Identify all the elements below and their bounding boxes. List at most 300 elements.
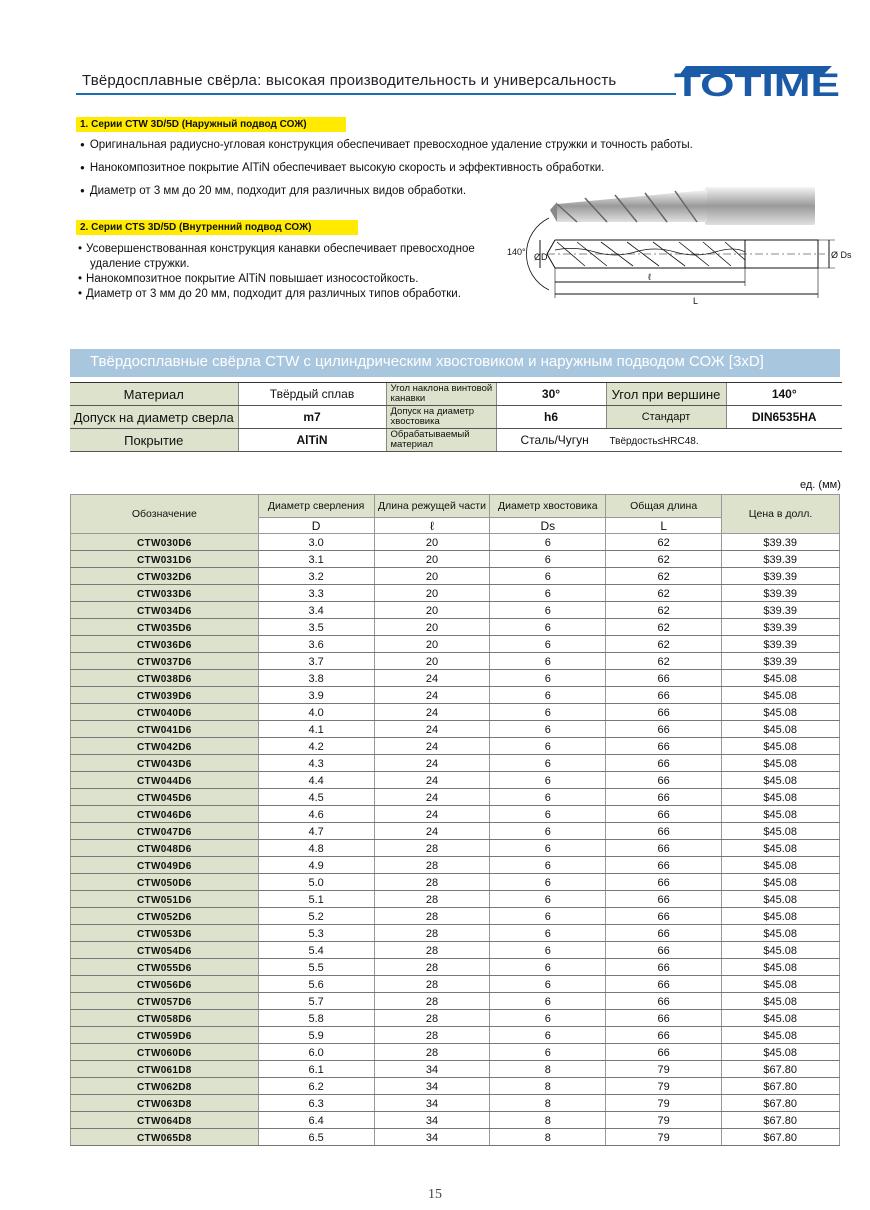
table-row: [71, 1129, 840, 1146]
cell-shank-diameter: 6: [490, 959, 606, 976]
cell-cutting-length: 28: [374, 908, 490, 925]
cell-total-length: 66: [606, 925, 722, 942]
cell-diameter: 5.3: [258, 925, 374, 942]
cell-total-length: 62: [606, 551, 722, 568]
cell-diameter: 5.8: [258, 1010, 374, 1027]
cell-price: $45.08: [722, 993, 840, 1010]
cell-code: CTW062D8: [71, 1078, 259, 1095]
col-symbol-L: L: [606, 518, 722, 534]
cell-shank-diameter: 6: [490, 942, 606, 959]
spec-row: [70, 383, 842, 406]
cell-shank-diameter: 6: [490, 687, 606, 704]
cell-total-length: 66: [606, 959, 722, 976]
cell-diameter: 5.4: [258, 942, 374, 959]
cell-price: $39.39: [722, 551, 840, 568]
cell-total-length: 66: [606, 806, 722, 823]
table-row: [71, 1010, 840, 1027]
table-row: [71, 908, 840, 925]
cell-total-length: 66: [606, 823, 722, 840]
cell-shank-diameter: 8: [490, 1095, 606, 1112]
cell-shank-diameter: 6: [490, 534, 606, 551]
cell-diameter: 3.5: [258, 619, 374, 636]
cell-price: $67.80: [722, 1129, 840, 1146]
table-row: [71, 772, 840, 789]
cell-total-length: 66: [606, 1027, 722, 1044]
cell-price: $39.39: [722, 619, 840, 636]
cell-shank-diameter: 6: [490, 823, 606, 840]
cell-code: CTW034D6: [71, 602, 259, 619]
l-small-label: ℓ: [648, 272, 651, 282]
cell-price: $45.08: [722, 755, 840, 772]
spec-row: [70, 429, 842, 452]
standard-value: DIN6535HA: [726, 406, 842, 429]
cell-diameter: 4.6: [258, 806, 374, 823]
cell-shank-diameter: 6: [490, 976, 606, 993]
cell-diameter: 3.2: [258, 568, 374, 585]
cell-price: $45.08: [722, 1044, 840, 1061]
cell-cutting-length: 20: [374, 619, 490, 636]
section2-bullet: • Диаметр от 3 мм до 20 мм, подходит для различных типов обработки.: [78, 287, 498, 302]
cell-cutting-length: 24: [374, 670, 490, 687]
table-row: [71, 1044, 840, 1061]
cell-price: $39.39: [722, 534, 840, 551]
cell-total-length: 62: [606, 585, 722, 602]
cell-cutting-length: 24: [374, 772, 490, 789]
table-row: [71, 687, 840, 704]
cell-price: $39.39: [722, 585, 840, 602]
table-row: [71, 993, 840, 1010]
cell-total-length: 66: [606, 755, 722, 772]
ds-label: Ø Ds: [831, 250, 852, 260]
cell-code: CTW030D6: [71, 534, 259, 551]
cell-price: $45.08: [722, 925, 840, 942]
drill-photo: [550, 187, 815, 225]
section2-bullet: • Нанокомпозитное покрытие AlTiN повышает износостойкость.: [78, 272, 498, 287]
cell-price: $45.08: [722, 806, 840, 823]
cell-total-length: 66: [606, 942, 722, 959]
cell-code: CTW037D6: [71, 653, 259, 670]
cell-diameter: 5.7: [258, 993, 374, 1010]
cell-cutting-length: 28: [374, 976, 490, 993]
d-label: ØD: [534, 252, 548, 262]
cell-diameter: 3.3: [258, 585, 374, 602]
shank-tolerance-label: Допуск на диаметр хвостовика: [386, 406, 496, 429]
cell-cutting-length: 20: [374, 551, 490, 568]
table-row: [71, 789, 840, 806]
table-row: [71, 1095, 840, 1112]
helix-value: 30°: [496, 383, 606, 406]
cell-shank-diameter: 6: [490, 568, 606, 585]
cell-cutting-length: 28: [374, 891, 490, 908]
cell-code: CTW055D6: [71, 959, 259, 976]
standard-label: Стандарт: [606, 406, 726, 429]
cell-code: CTW042D6: [71, 738, 259, 755]
cell-diameter: 6.5: [258, 1129, 374, 1146]
cell-code: CTW052D6: [71, 908, 259, 925]
cell-code: CTW031D6: [71, 551, 259, 568]
cell-code: CTW063D8: [71, 1095, 259, 1112]
cell-shank-diameter: 6: [490, 1010, 606, 1027]
cell-price: $45.08: [722, 959, 840, 976]
cell-cutting-length: 20: [374, 602, 490, 619]
cell-total-length: 66: [606, 772, 722, 789]
table-body: [71, 534, 840, 1146]
coating-label: Покрытие: [70, 429, 238, 452]
header-rule: [76, 93, 676, 95]
table-row: [71, 602, 840, 619]
page-header-title: Твёрдосплавные свёрла: высокая производительность и универсальность: [82, 72, 617, 89]
cell-diameter: 3.6: [258, 636, 374, 653]
cell-diameter: 5.0: [258, 874, 374, 891]
material-value: Твёрдый сплав: [238, 383, 386, 406]
spec-row: [70, 406, 842, 429]
table-row: [71, 636, 840, 653]
cell-shank-diameter: 6: [490, 993, 606, 1010]
cell-cutting-length: 20: [374, 653, 490, 670]
table-row: [71, 670, 840, 687]
cell-cutting-length: 28: [374, 874, 490, 891]
page-number: 15: [428, 1187, 442, 1202]
cell-diameter: 4.5: [258, 789, 374, 806]
cell-cutting-length: 28: [374, 959, 490, 976]
section2-bullet: • Усовершенствованная конструкция канавки обеспечивает превосходное удаление стружки.: [78, 242, 498, 272]
cell-code: CTW043D6: [71, 755, 259, 772]
cell-shank-diameter: 6: [490, 772, 606, 789]
cell-cutting-length: 34: [374, 1129, 490, 1146]
cell-cutting-length: 24: [374, 755, 490, 772]
cell-cutting-length: 34: [374, 1061, 490, 1078]
table-row: [71, 959, 840, 976]
table-row: [71, 1078, 840, 1095]
cell-price: $45.08: [722, 721, 840, 738]
col-header-total-length: Общая длина: [606, 495, 722, 518]
cell-shank-diameter: 6: [490, 1027, 606, 1044]
section-banner-title: Твёрдосплавные свёрла CTW с цилиндрическим хвостовиком и наружным подводом СОЖ [3xD]: [90, 353, 764, 370]
cell-code: CTW057D6: [71, 993, 259, 1010]
cell-price: $45.08: [722, 908, 840, 925]
cell-cutting-length: 28: [374, 1010, 490, 1027]
table-row: [71, 534, 840, 551]
col-header-code: Обозначение: [71, 495, 259, 534]
cell-diameter: 3.1: [258, 551, 374, 568]
cell-code: CTW046D6: [71, 806, 259, 823]
cell-shank-diameter: 8: [490, 1112, 606, 1129]
cell-code: CTW059D6: [71, 1027, 259, 1044]
cell-diameter: 4.0: [258, 704, 374, 721]
cell-shank-diameter: 8: [490, 1061, 606, 1078]
drill-technical: [526, 218, 835, 298]
cell-diameter: 4.7: [258, 823, 374, 840]
cell-diameter: 3.9: [258, 687, 374, 704]
table-row: [71, 840, 840, 857]
tip-label: Угол при вершине: [606, 383, 726, 406]
cell-code: CTW058D6: [71, 1010, 259, 1027]
cell-shank-diameter: 6: [490, 891, 606, 908]
cell-diameter: 3.8: [258, 670, 374, 687]
cell-total-length: 62: [606, 534, 722, 551]
tolerance-label: Допуск на диаметр сверла: [70, 406, 238, 429]
cell-shank-diameter: 6: [490, 738, 606, 755]
cell-code: CTW040D6: [71, 704, 259, 721]
drill-drawing: [495, 182, 865, 312]
cell-shank-diameter: 6: [490, 789, 606, 806]
cell-code: CTW050D6: [71, 874, 259, 891]
cell-price: $67.80: [722, 1078, 840, 1095]
tolerance-value: m7: [238, 406, 386, 429]
cell-total-length: 66: [606, 704, 722, 721]
workpiece-material-label: Обрабатываемый материал: [386, 429, 496, 452]
cell-shank-diameter: 6: [490, 874, 606, 891]
cell-cutting-length: 28: [374, 840, 490, 857]
cell-shank-diameter: 6: [490, 755, 606, 772]
cell-code: CTW039D6: [71, 687, 259, 704]
cell-total-length: 66: [606, 857, 722, 874]
cell-price: $45.08: [722, 891, 840, 908]
cell-diameter: 3.7: [258, 653, 374, 670]
cell-price: $45.08: [722, 772, 840, 789]
cell-diameter: 6.4: [258, 1112, 374, 1129]
table-row: [71, 806, 840, 823]
cell-code: CTW038D6: [71, 670, 259, 687]
cell-total-length: 66: [606, 738, 722, 755]
cell-price: $45.08: [722, 976, 840, 993]
section1-bullet: ● Нанокомпозитное покрытие AlTiN обеспечивает высокую скорость и эффективность обработки.: [80, 157, 693, 180]
cell-total-length: 66: [606, 670, 722, 687]
cell-total-length: 66: [606, 976, 722, 993]
cell-cutting-length: 28: [374, 925, 490, 942]
cell-code: CTW056D6: [71, 976, 259, 993]
table-row: [71, 721, 840, 738]
workpiece-material-value: Сталь/Чугун: [520, 433, 589, 447]
cell-cutting-length: 34: [374, 1112, 490, 1129]
cell-price: $39.39: [722, 636, 840, 653]
table-row: [71, 568, 840, 585]
cell-price: $45.08: [722, 670, 840, 687]
cell-diameter: 4.9: [258, 857, 374, 874]
cell-price: $39.39: [722, 653, 840, 670]
cell-shank-diameter: 6: [490, 602, 606, 619]
cell-price: $67.80: [722, 1061, 840, 1078]
col-symbol-ds: Ds: [490, 518, 606, 534]
cell-code: CTW047D6: [71, 823, 259, 840]
cell-price: $39.39: [722, 568, 840, 585]
cell-total-length: 62: [606, 653, 722, 670]
cell-price: $45.08: [722, 1027, 840, 1044]
cell-diameter: 5.6: [258, 976, 374, 993]
cell-price: $45.08: [722, 942, 840, 959]
cell-shank-diameter: 6: [490, 585, 606, 602]
cell-cutting-length: 24: [374, 687, 490, 704]
coating-value: AlTiN: [238, 429, 386, 452]
cell-code: CTW035D6: [71, 619, 259, 636]
cell-price: $67.80: [722, 1112, 840, 1129]
cell-diameter: 5.5: [258, 959, 374, 976]
cell-cutting-length: 28: [374, 1027, 490, 1044]
cell-total-length: 79: [606, 1095, 722, 1112]
col-header-cutting-length: Длина режущей части: [374, 495, 490, 518]
cell-diameter: 4.2: [258, 738, 374, 755]
svg-text:TOTIME: TOTIME: [674, 67, 840, 100]
cell-price: $45.08: [722, 738, 840, 755]
spec-table: [70, 382, 842, 452]
cell-code: CTW064D8: [71, 1112, 259, 1129]
table-row: [71, 551, 840, 568]
cell-diameter: 3.0: [258, 534, 374, 551]
cell-code: CTW061D8: [71, 1061, 259, 1078]
cell-diameter: 6.0: [258, 1044, 374, 1061]
cell-total-length: 79: [606, 1112, 722, 1129]
section2-title: 2. Серии CTS 3D/5D (Внутренний подвод СОЖ): [76, 220, 358, 235]
totime-logo: [672, 60, 842, 100]
table-row: [71, 891, 840, 908]
cell-total-length: 66: [606, 993, 722, 1010]
cell-code: CTW065D8: [71, 1129, 259, 1146]
cell-code: CTW048D6: [71, 840, 259, 857]
cell-shank-diameter: 6: [490, 721, 606, 738]
cell-total-length: 62: [606, 602, 722, 619]
cell-cutting-length: 28: [374, 1044, 490, 1061]
cell-diameter: 4.1: [258, 721, 374, 738]
cell-shank-diameter: 6: [490, 653, 606, 670]
cell-total-length: 66: [606, 874, 722, 891]
cell-price: $45.08: [722, 1010, 840, 1027]
angle-label: 140°: [507, 247, 526, 257]
cell-total-length: 66: [606, 1010, 722, 1027]
cell-cutting-length: 24: [374, 806, 490, 823]
section1-bullet: ● Диаметр от 3 мм до 20 мм, подходит для различных видов обработки.: [80, 180, 693, 203]
cell-cutting-length: 28: [374, 942, 490, 959]
cell-shank-diameter: 6: [490, 551, 606, 568]
cell-diameter: 4.8: [258, 840, 374, 857]
cell-code: CTW060D6: [71, 1044, 259, 1061]
cell-price: $45.08: [722, 874, 840, 891]
table-row: [71, 925, 840, 942]
cell-total-length: 79: [606, 1078, 722, 1095]
table-row: [71, 619, 840, 636]
unit-label: ед. (мм): [800, 479, 841, 491]
cell-diameter: 6.1: [258, 1061, 374, 1078]
cell-price: $39.39: [722, 602, 840, 619]
cell-cutting-length: 24: [374, 823, 490, 840]
cell-total-length: 66: [606, 908, 722, 925]
section1-bullet: ● Оригинальная радиусно-угловая конструкция обеспечивает превосходное удаление стружки и точность работы.: [80, 134, 693, 157]
cell-diameter: 5.9: [258, 1027, 374, 1044]
cell-code: CTW032D6: [71, 568, 259, 585]
cell-shank-diameter: 6: [490, 670, 606, 687]
cell-shank-diameter: 6: [490, 636, 606, 653]
cell-shank-diameter: 6: [490, 704, 606, 721]
cell-code: CTW041D6: [71, 721, 259, 738]
cell-price: $45.08: [722, 823, 840, 840]
cell-total-length: 66: [606, 789, 722, 806]
cell-price: $45.08: [722, 687, 840, 704]
shank-tolerance-value: h6: [496, 406, 606, 429]
cell-shank-diameter: 8: [490, 1078, 606, 1095]
cell-total-length: 79: [606, 1061, 722, 1078]
product-table: [70, 494, 840, 1146]
cell-total-length: 79: [606, 1129, 722, 1146]
cell-total-length: 66: [606, 891, 722, 908]
cell-total-length: 66: [606, 1044, 722, 1061]
helix-label: Угол наклона винтовой канавки: [386, 383, 496, 406]
cell-cutting-length: 24: [374, 721, 490, 738]
cell-diameter: 6.2: [258, 1078, 374, 1095]
cell-cutting-length: 20: [374, 534, 490, 551]
cell-shank-diameter: 6: [490, 806, 606, 823]
section2-bullets: [78, 242, 498, 302]
cell-diameter: 4.4: [258, 772, 374, 789]
cell-code: CTW053D6: [71, 925, 259, 942]
cell-price: $45.08: [722, 789, 840, 806]
cell-price: $67.80: [722, 1095, 840, 1112]
cell-code: CTW049D6: [71, 857, 259, 874]
cell-shank-diameter: 6: [490, 925, 606, 942]
hardness-value: Твёрдость≤HRC48.: [609, 436, 699, 447]
col-header-price: Цена в долл.: [722, 495, 840, 534]
cell-total-length: 66: [606, 840, 722, 857]
cell-diameter: 5.2: [258, 908, 374, 925]
cell-total-length: 62: [606, 568, 722, 585]
cell-price: $45.08: [722, 857, 840, 874]
cell-code: CTW033D6: [71, 585, 259, 602]
cell-shank-diameter: 8: [490, 1129, 606, 1146]
cell-cutting-length: 20: [374, 585, 490, 602]
cell-total-length: 66: [606, 687, 722, 704]
col-symbol-d: D: [258, 518, 374, 534]
cell-diameter: 4.3: [258, 755, 374, 772]
table-header-row: [71, 495, 840, 518]
cell-total-length: 62: [606, 619, 722, 636]
table-row: [71, 1027, 840, 1044]
cell-shank-diameter: 6: [490, 857, 606, 874]
table-row: [71, 857, 840, 874]
cell-cutting-length: 20: [374, 636, 490, 653]
cell-shank-diameter: 6: [490, 619, 606, 636]
cell-diameter: 5.1: [258, 891, 374, 908]
cell-shank-diameter: 6: [490, 840, 606, 857]
cell-cutting-length: 24: [374, 704, 490, 721]
table-row: [71, 976, 840, 993]
section1-title: 1. Серии CTW 3D/5D (Наружный подвод СОЖ): [76, 117, 346, 132]
cell-diameter: 6.3: [258, 1095, 374, 1112]
table-row: [71, 653, 840, 670]
cell-cutting-length: 24: [374, 789, 490, 806]
cell-shank-diameter: 6: [490, 1044, 606, 1061]
table-row: [71, 1112, 840, 1129]
table-row: [71, 1061, 840, 1078]
table-row: [71, 738, 840, 755]
cell-cutting-length: 20: [374, 568, 490, 585]
cell-cutting-length: 28: [374, 993, 490, 1010]
cell-code: CTW036D6: [71, 636, 259, 653]
col-symbol-l: ℓ: [374, 518, 490, 534]
col-header-diameter: Диаметр сверления: [258, 495, 374, 518]
cell-diameter: 3.4: [258, 602, 374, 619]
cell-code: CTW045D6: [71, 789, 259, 806]
cell-cutting-length: 28: [374, 857, 490, 874]
cell-cutting-length: 34: [374, 1078, 490, 1095]
tip-value: 140°: [726, 383, 842, 406]
table-row: [71, 704, 840, 721]
col-header-shank-diameter: Диаметр хвостовика: [490, 495, 606, 518]
material-label: Материал: [70, 383, 238, 406]
table-row: [71, 942, 840, 959]
cell-cutting-length: 24: [374, 738, 490, 755]
cell-total-length: 66: [606, 721, 722, 738]
table-row: [71, 585, 840, 602]
cell-total-length: 62: [606, 636, 722, 653]
cell-code: CTW054D6: [71, 942, 259, 959]
